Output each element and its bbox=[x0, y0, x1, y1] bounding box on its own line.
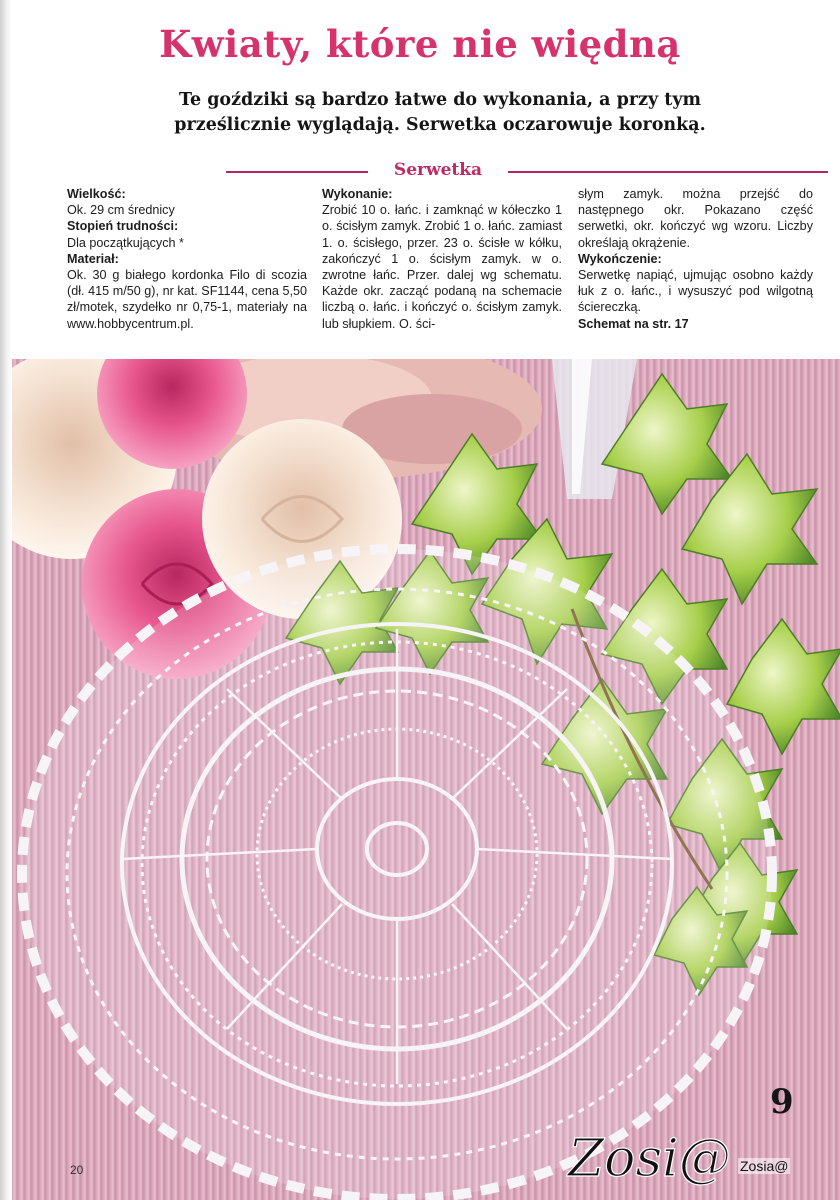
glass-vase bbox=[552, 359, 637, 499]
instructions-label: Wykonanie: bbox=[322, 187, 393, 201]
instructions-column bbox=[322, 186, 562, 332]
finishing-label: Wykończenie: bbox=[578, 251, 662, 266]
crochet-doily bbox=[22, 549, 772, 1199]
page-number: 9 bbox=[770, 1082, 794, 1122]
lead-paragraph: Te goździki są bardzo łatwe do wykonania, a przy tym prześlicznie wyglądają. Serwetka oczarowuje koronką. bbox=[174, 90, 706, 135]
size-value: Ok. 29 cm średnicy bbox=[67, 203, 175, 218]
page-title: Kwiaty, które nie więdną bbox=[159, 22, 681, 66]
page-binding-shadow bbox=[0, 0, 12, 1200]
finishing-text: Serwetkę napiąć, ujmując osobno każdy łuk z o. łańc., i wysuszyć pod wilgotną ściereczką. bbox=[578, 268, 813, 315]
doily-photo-illustration bbox=[12, 359, 840, 1200]
doily-photo bbox=[12, 359, 840, 1200]
signature-logo bbox=[560, 1118, 760, 1193]
schema-reference: Schemat na str. 17 bbox=[578, 316, 689, 331]
section-title: Serwetka bbox=[393, 160, 483, 180]
specs-column bbox=[67, 186, 307, 332]
section-rule-left bbox=[226, 171, 368, 173]
difficulty-label: Stopień trudności: bbox=[67, 219, 179, 234]
instructions-text: Zrobić 10 o. łańc. i zamknąć w kółeczko 1 o. ścisłym zamyk. Zrobić 1 o. łańc. zamiast 1. o. ścisłego, przer. 23 o. ścisłe w kółku, zakończyć 1 o. ścisłym zamyk. w o. zwrotne łańc. Przer. dalej wg schematu. Każde okr. zacząć podaną na schemacie liczbą o. łańc. i kończyć o. ścisłym zamyk. lub słupkiem. O. ści- bbox=[322, 203, 562, 331]
folio-number: 20 bbox=[70, 1163, 84, 1177]
instructions-continuation: słym zamyk. można przejść do następnego okr. Pokazano część serwetki, okr. kończyć wg wzoru. Liczby określają okrążenie. bbox=[578, 187, 813, 250]
material-label: Materiał: bbox=[67, 251, 119, 266]
material-value: Ok. 30 g białego kordonka Filo di scozia (dł. 415 m/50 g), nr kat. SF1144, cena 5,50 zł/motek, szydełko nr 0,75-1, materiały na www.hobbycentrum.pl. bbox=[67, 268, 307, 331]
signature-small: Zosia@ bbox=[740, 1158, 789, 1174]
finishing-column bbox=[578, 186, 813, 332]
section-rule-right bbox=[508, 171, 828, 173]
signature-text: Zosi@ bbox=[568, 1129, 731, 1189]
size-label: Wielkość: bbox=[67, 187, 126, 201]
difficulty-value: Dla początkujących * bbox=[67, 235, 184, 250]
